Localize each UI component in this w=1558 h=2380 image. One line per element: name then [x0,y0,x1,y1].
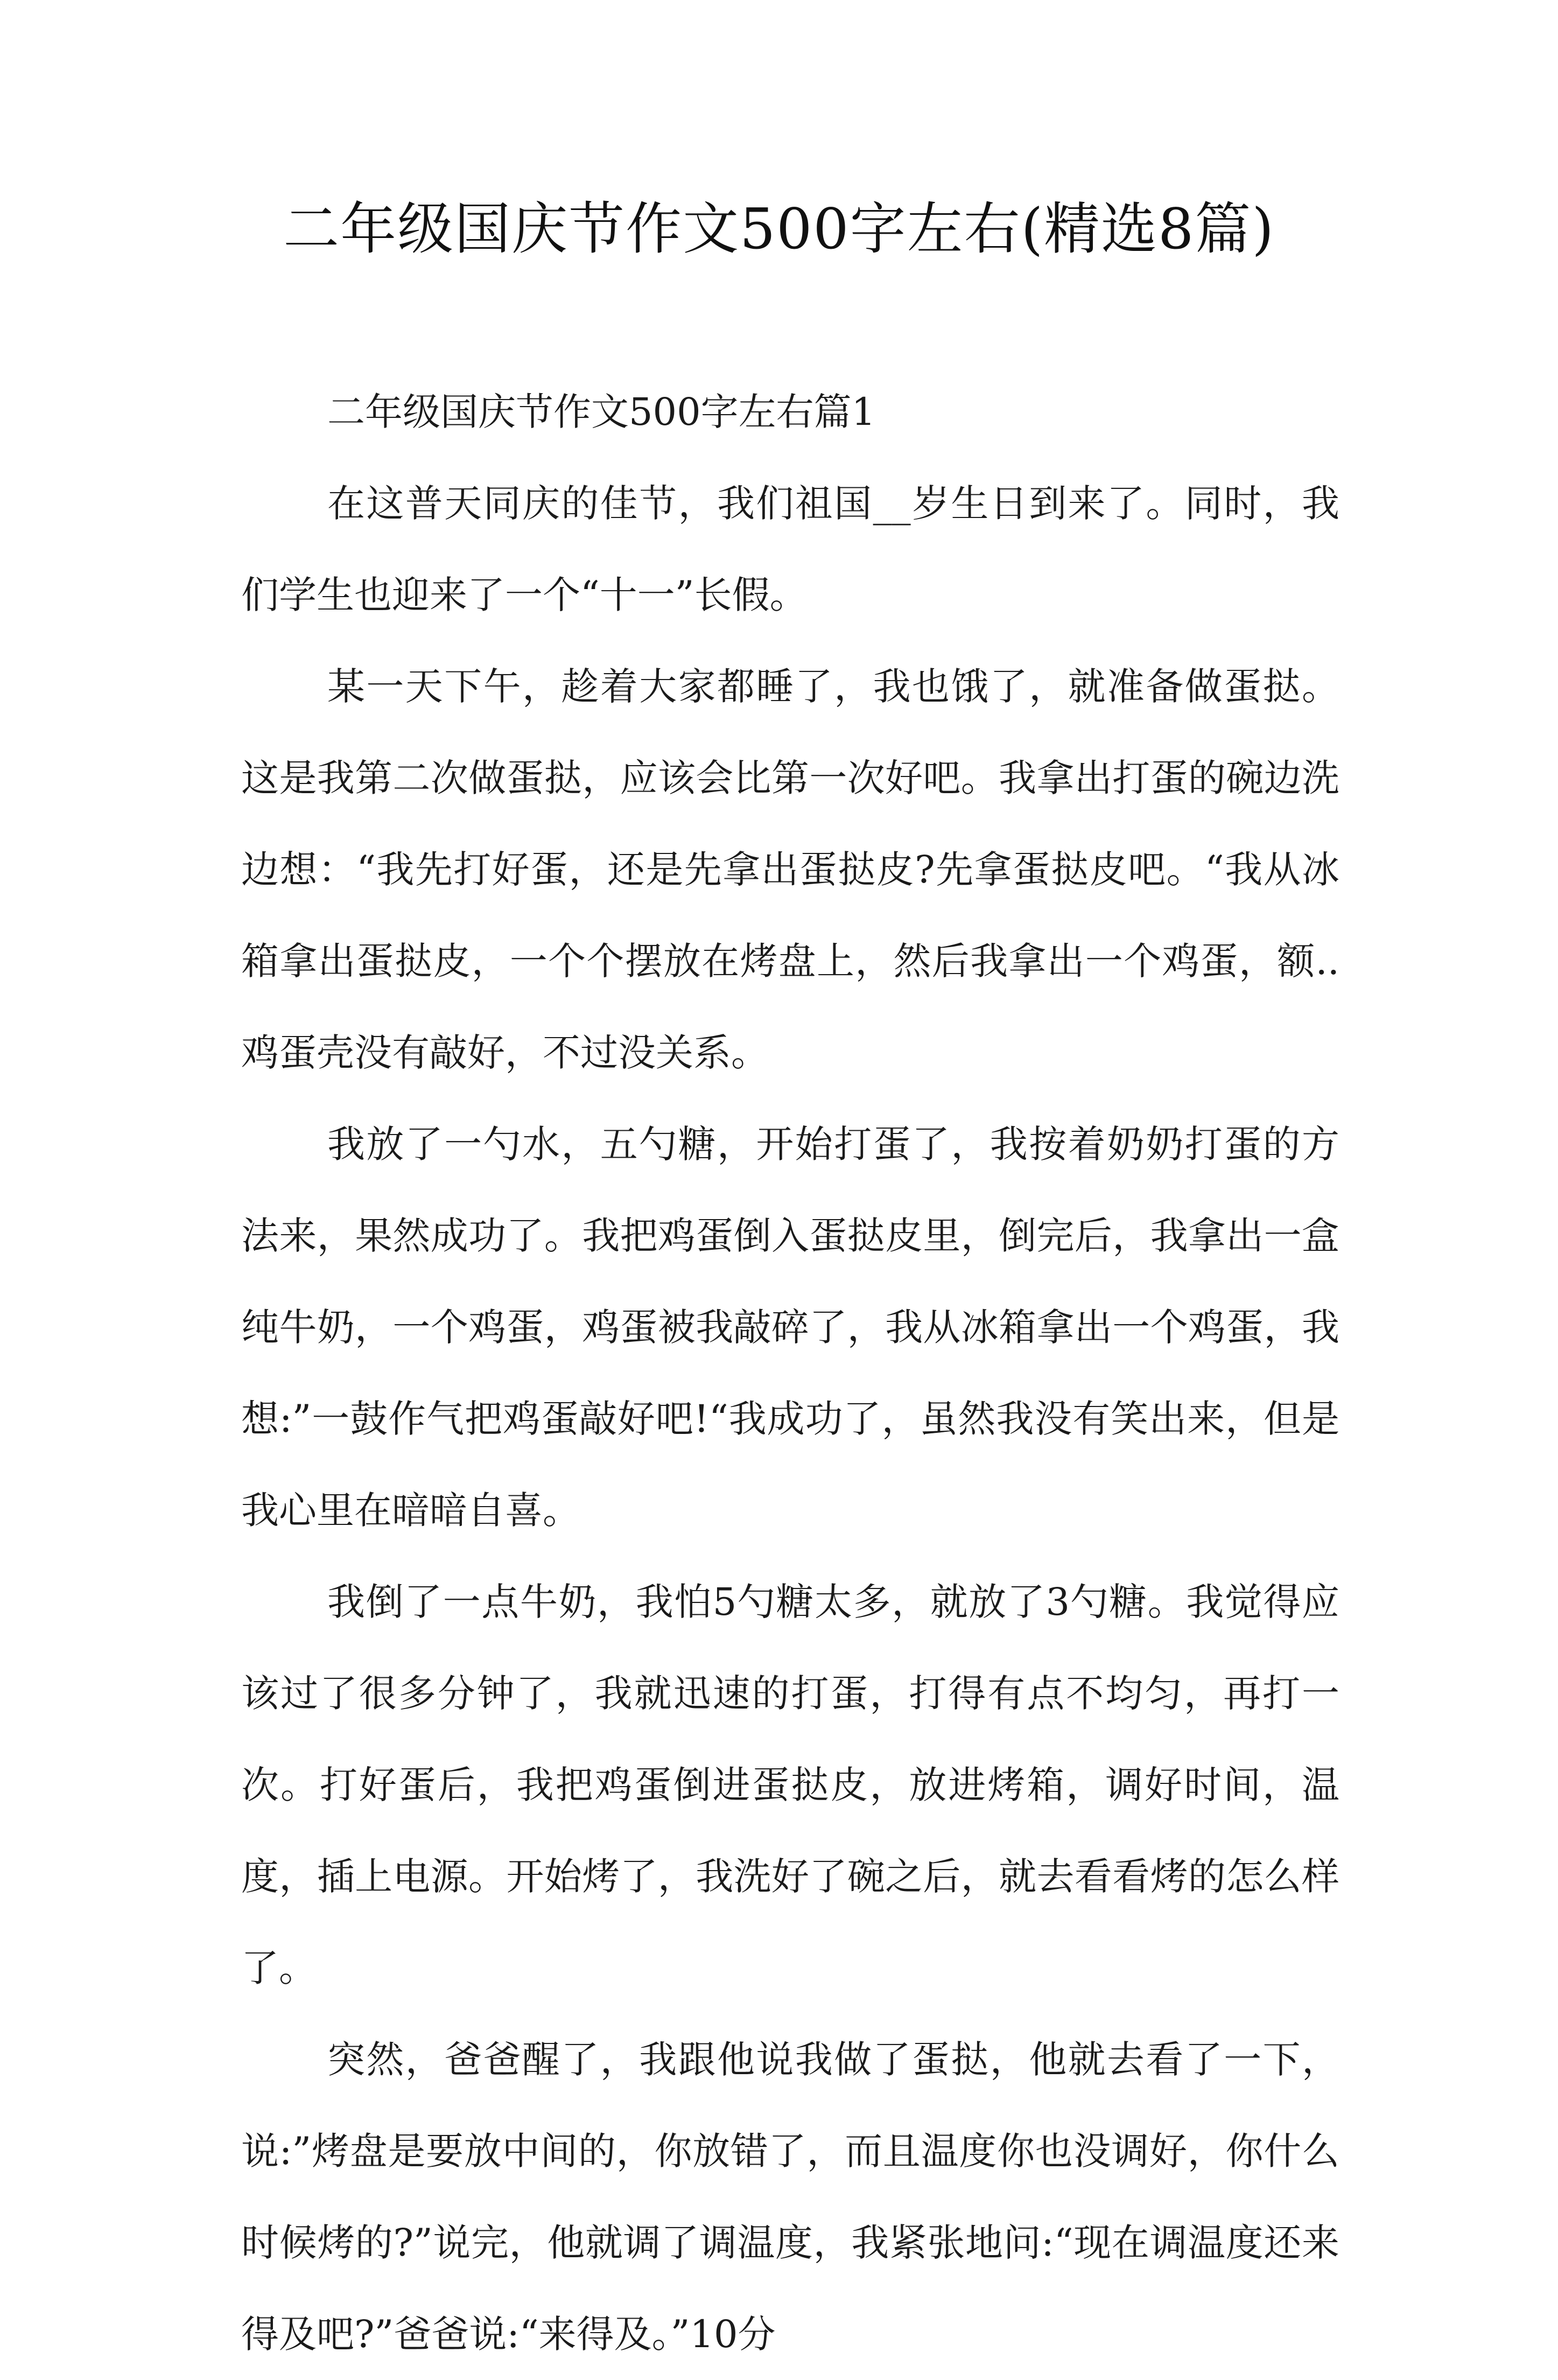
section-heading: 二年级国庆节作文500字左右篇1 [327,390,876,434]
document-title: 二年级国庆节作文500字左右(精选8篇) [283,196,1275,262]
paragraph: 我放了一勺水，五勺糖，开始打蛋了，我按着奶奶打蛋的方法来，果然成功了。我把鸡蛋倒入蛋挞皮里，倒完后，我拿出一盒纯牛奶，一个鸡蛋，鸡蛋被我敲碎了，我从冰箱拿出一个鸡蛋，我想:”一鼓作气把鸡蛋敲好吧!“我成功了，虽然我没有笑出来，但是我心里在暗暗自喜。 [241,1122,1339,1532]
paragraph: 突然，爸爸醒了，我跟他说我做了蛋挞，他就去看了一下，说:”烤盘是要放中间的，你放错了，而且温度你也没调好，你什么时候烤的?”说完，他就调了调温度，我紧张地问:“现在调温度还来得及吧?”爸爸说:“来得及。”10分 [241,2038,1339,2356]
paragraph: 某一天下午，趁着大家都睡了，我也饿了，就准备做蛋挞。这是我第二次做蛋挞，应该会比第一次好吧。我拿出打蛋的碗边洗边想：“我先打好蛋，还是先拿出蛋挞皮?先拿蛋挞皮吧。“我从冰箱拿出蛋挞皮，一个个摆放在烤盘上，然后我拿出一个鸡蛋，额..鸡蛋壳没有敲好，不过没关系。 [241,664,1339,1075]
document-body [241,366,1339,2380]
paragraph: 在这普天同庆的佳节，我们祖国__岁生日到来了。同时，我们学生也迎来了一个“十一”长假。 [241,481,1339,617]
paragraph: 我倒了一点牛奶，我怕5勺糖太多，就放了3勺糖。我觉得应该过了很多分钟了，我就迅速的打蛋，打得有点不均匀，再打一次。打好蛋后，我把鸡蛋倒进蛋挞皮，放进烤箱，调好时间，温度，插上电源。开始烤了，我洗好了碗之后，就去看看烤的怎么样了。 [241,1580,1339,1990]
